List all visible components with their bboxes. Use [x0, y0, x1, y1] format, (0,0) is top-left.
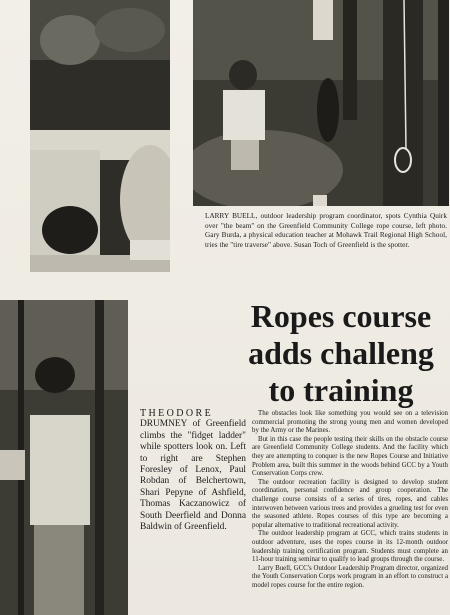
headline-line-2: adds challeng [248, 335, 434, 371]
photo-the-beam [30, 0, 170, 272]
side-caption-text: DRUMNEY of Greenfield climbs the "fidget ladder" while spotters look on. Left to right are Stephen Foresley of Lenox, Paul Robdan of Belchertown, Shari Pepyne of Ashfield, Thomas Kaczanowicz of South Deerfield and Donna Baldwin of Greenfield. [140, 419, 246, 533]
photo-fidget-ladder [0, 300, 128, 615]
article-paragraph: The obstacles look like something you would see on a television commercial promoting the strong young men and women developed by the Army or the Marines. [252, 410, 448, 435]
photo-fidget-ladder-image [0, 300, 128, 615]
side-photo-caption [140, 408, 246, 533]
article-paragraph: The outdoor recreation facility is designed to develop student coordination, personal confidence and group cooperation. The challenge course consists of a series of tires, ropes, and cables interwoven between various trees and provides a grueling test for even the seasoned athlete. Ropes courses of this type are becoming a popular alternative to traditional recreational activity. [252, 478, 448, 529]
headline-line-3: to training [268, 372, 414, 408]
headline-line-1: Ropes course [250, 298, 432, 334]
article-body [252, 410, 448, 590]
article-paragraph: The outdoor leadership program at GCC, which trains students in outdoor adventure, uses the ropes course in its 12-month outdoor leadership training certification program. Students must complete an 11-hour training seminar to qualify to lead groups through the course. [252, 530, 448, 564]
top-photo-caption: LARRY BUELL, outdoor leadership program coordinator, spots Cynthia Quirk over "the beam" on the Greenfield Community College rope course, left photo. Gary Burda, a physical education teacher at Mohawk Trail Regional High School, tries the "tire traverse" above. Susan Toch of Greenfield is the spotter. [205, 212, 447, 249]
article-paragraph: But in this case the people testing their skills on the obstacle course are Greenfield Community College students. And the facility which they are attempting to conquer is the new Ropes Course and Initiative Problem area, built this summer in the woods behind GCC by a Youth Conservation Corps crew. [252, 435, 448, 478]
article-paragraph: Larry Buell, GCC's Outdoor Leadership Program director, organized the Youth Conservation Corps work program in an effort to construct a model ropes course for the entire region. [252, 564, 448, 589]
side-caption-name: THEODORE [140, 408, 214, 419]
photo-tire-traverse [193, 0, 449, 206]
photo-tire-traverse-image [193, 0, 449, 206]
headline [232, 298, 450, 409]
photo-the-beam-image [30, 0, 170, 272]
